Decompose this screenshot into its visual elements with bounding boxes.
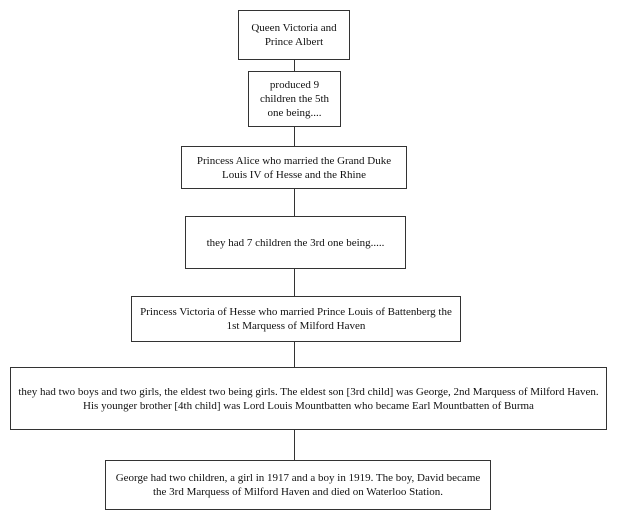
node-text: George had two children, a girl in 1917 and a boy in 1919. The boy, David became the 3rd Marquess of Milford Haven and died on Waterloo Station. [115,472,481,498]
node-text: they had two boys and two girls, the eldest two being girls. The eldest son [3rd child] was George, 2nd Marquess of Milford Haven. His younger brother [4th child] was Lord Louis Mountbatten who became Earl Mountbatten of Burma [18,385,599,412]
connector-line [294,127,295,146]
node-two-boys-two-girls [10,367,607,430]
connector-line [294,60,295,71]
connector-line [294,430,295,460]
node-nine-children [248,71,341,127]
node-princess-alice [181,146,407,189]
node-seven-children [185,216,406,269]
node-text: produced 9 children the 5th one being.... [259,79,330,119]
node-queen-victoria-prince-albert [238,10,350,60]
node-text: Princess Victoria of Hesse who married Prince Louis of Battenberg the 1st Marquess of Milford Haven [140,306,452,332]
connector-line [294,189,295,216]
connector-line [294,342,295,367]
node-text: Princess Alice who married the Grand Duke Louis IV of Hesse and the Rhine [196,154,392,181]
node-text: they had 7 children the 3rd one being..... [206,236,385,249]
connector-line [294,269,295,296]
node-text: Queen Victoria and Prince Albert [251,22,337,48]
node-princess-victoria-of-hesse [131,296,461,342]
node-george-two-children [105,460,491,510]
